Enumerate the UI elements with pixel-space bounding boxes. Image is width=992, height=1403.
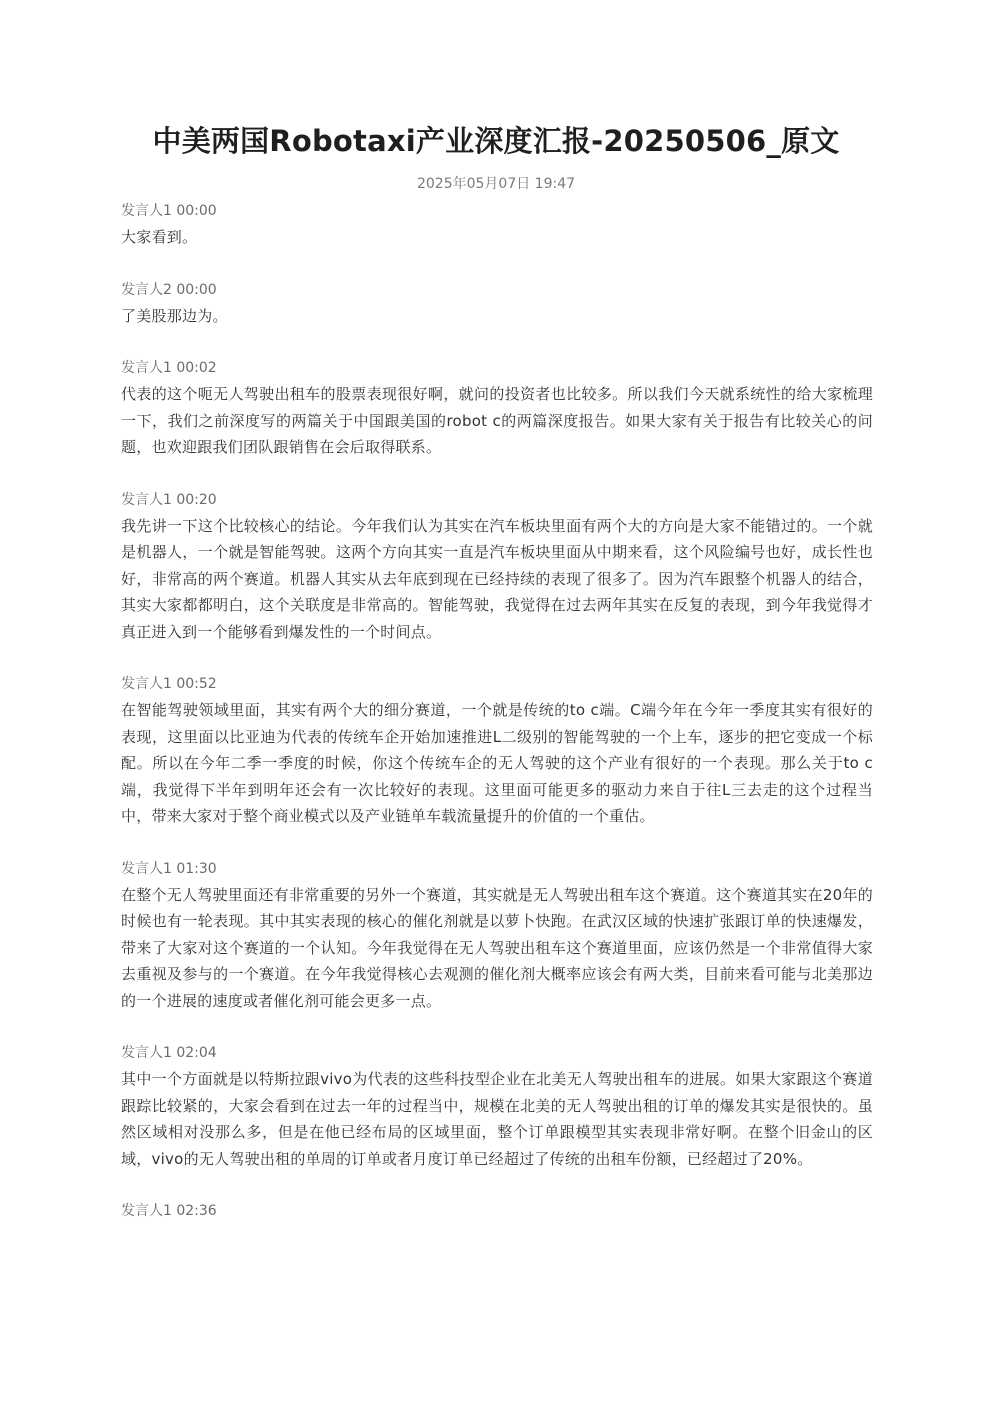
speaker-timestamp: 发言人1 00:20	[121, 491, 217, 508]
transcript-entry	[121, 856, 873, 1015]
transcript-body	[121, 198, 873, 1250]
speaker-timestamp: 发言人1 00:52	[121, 676, 217, 692]
transcript-entry	[121, 487, 873, 646]
speech-text: 代表的这个呃无人驾驶出租车的股票表现很好啊，就问的投资者也比较多。所以我们今天就系统性的给大家梳理一下，我们之前深度写的两篇关于中国跟美国的robot c的两篇深度报告。如果大家有关于报告有比较关心的问题，也欢迎跟我们团队跟销售在会后取得联系。	[121, 385, 873, 456]
speaker-timestamp: 发言人2 00:00	[121, 281, 217, 298]
transcript-entry	[121, 1198, 873, 1224]
transcript-entry	[121, 1040, 873, 1172]
transcript-entry	[121, 355, 873, 461]
speech-text: 大家看到。	[121, 228, 198, 246]
speaker-timestamp: 发言人1 02:36	[121, 1203, 217, 1219]
speech-text: 在整个无人驾驶里面还有非常重要的另外一个赛道，其实就是无人驾驶出租车这个赛道。这个赛道其实在20年的时候也有一轮表现。其中其实表现的核心的催化剂就是以萝卜快跑。在武汉区域的快速扩张跟订单的快速爆发，带来了大家对这个赛道的一个认知。今年我觉得在无人驾驶出租车这个赛道里面，应该仍然是一个非常值得大家去重视及参与的一个赛道。在今年我觉得核心去观测的催化剂大概率应该会有两大类，目前来看可能与北美那边的一个进展的速度或者催化剂可能会更多一点。	[121, 885, 873, 1010]
speech-text: 了美股那边为。	[121, 306, 228, 325]
speech-text: 在智能驾驶领域里面，其实有两个大的细分赛道，一个就是传统的to c端。C端今年在今年一季度其实有很好的表现，这里面以比亚迪为代表的传统车企开始加速推进L二级别的智能驾驶的一个上车，逐步的把它变成一个标配。所以在今年二季一季度的时候，你这个传统车企的无人驾驶的这个产业有很好的一个表现。那么关于to c端，我觉得下半年到明年还会有一次比较好的表现。这里面可能更多的驱动力来自于往L三去走的这个过程当中，带来大家对于整个商业模式以及产业链单车载流量提升的价值的一个重估。	[121, 701, 873, 825]
speaker-timestamp: 发言人1 00:02	[121, 360, 217, 376]
document-date: 2025年05月07日 19:47	[416, 176, 576, 192]
speech-text: 我先讲一下这个比较核心的结论。今年我们认为其实在汽车板块里面有两个大的方向是大家不能错过的。一个就是机器人，一个就是智能驾驶。这两个方向其实一直是汽车板块里面从中期来看，这个风险编号也好，成长性也好，非常高的两个赛道。机器人其实从去年底到现在已经持续的表现了很多了。因为汽车跟整个机器人的结合，其实大家都都明白，这个关联度是非常高的。智能驾驶，我觉得在过去两年其实在反复的表现，到今年我觉得才真正进入到一个能够看到爆发性的一个时间点。	[121, 516, 873, 641]
speech-text: 其中一个方面就是以特斯拉跟vivo为代表的这些科技型企业在北美无人驾驶出租车的进展。如果大家跟这个赛道跟踪比较紧的，大家会看到在过去一年的过程当中，规模在北美的无人驾驶出租的订单的爆发其实是很快的。虽然区域相对没那么多，但是在他已经布局的区域里面，整个订单跟模型其实表现非常好啊。在整个旧金山的区域，vivo的无人驾驶出租的单周的订单或者月度订单已经超过了传统的出租车份额，已经超过了20%。	[121, 1070, 873, 1168]
transcript-entry	[121, 671, 873, 830]
document-title: 中美两国Robotaxi产业深度汇报-20250506_原文	[152, 124, 840, 158]
speaker-timestamp: 发言人1 00:00	[121, 203, 217, 219]
transcript-entry	[121, 198, 873, 251]
transcript-entry	[121, 277, 873, 330]
speaker-timestamp: 发言人1 02:04	[121, 1045, 217, 1061]
speaker-timestamp: 发言人1 01:30	[121, 860, 217, 877]
